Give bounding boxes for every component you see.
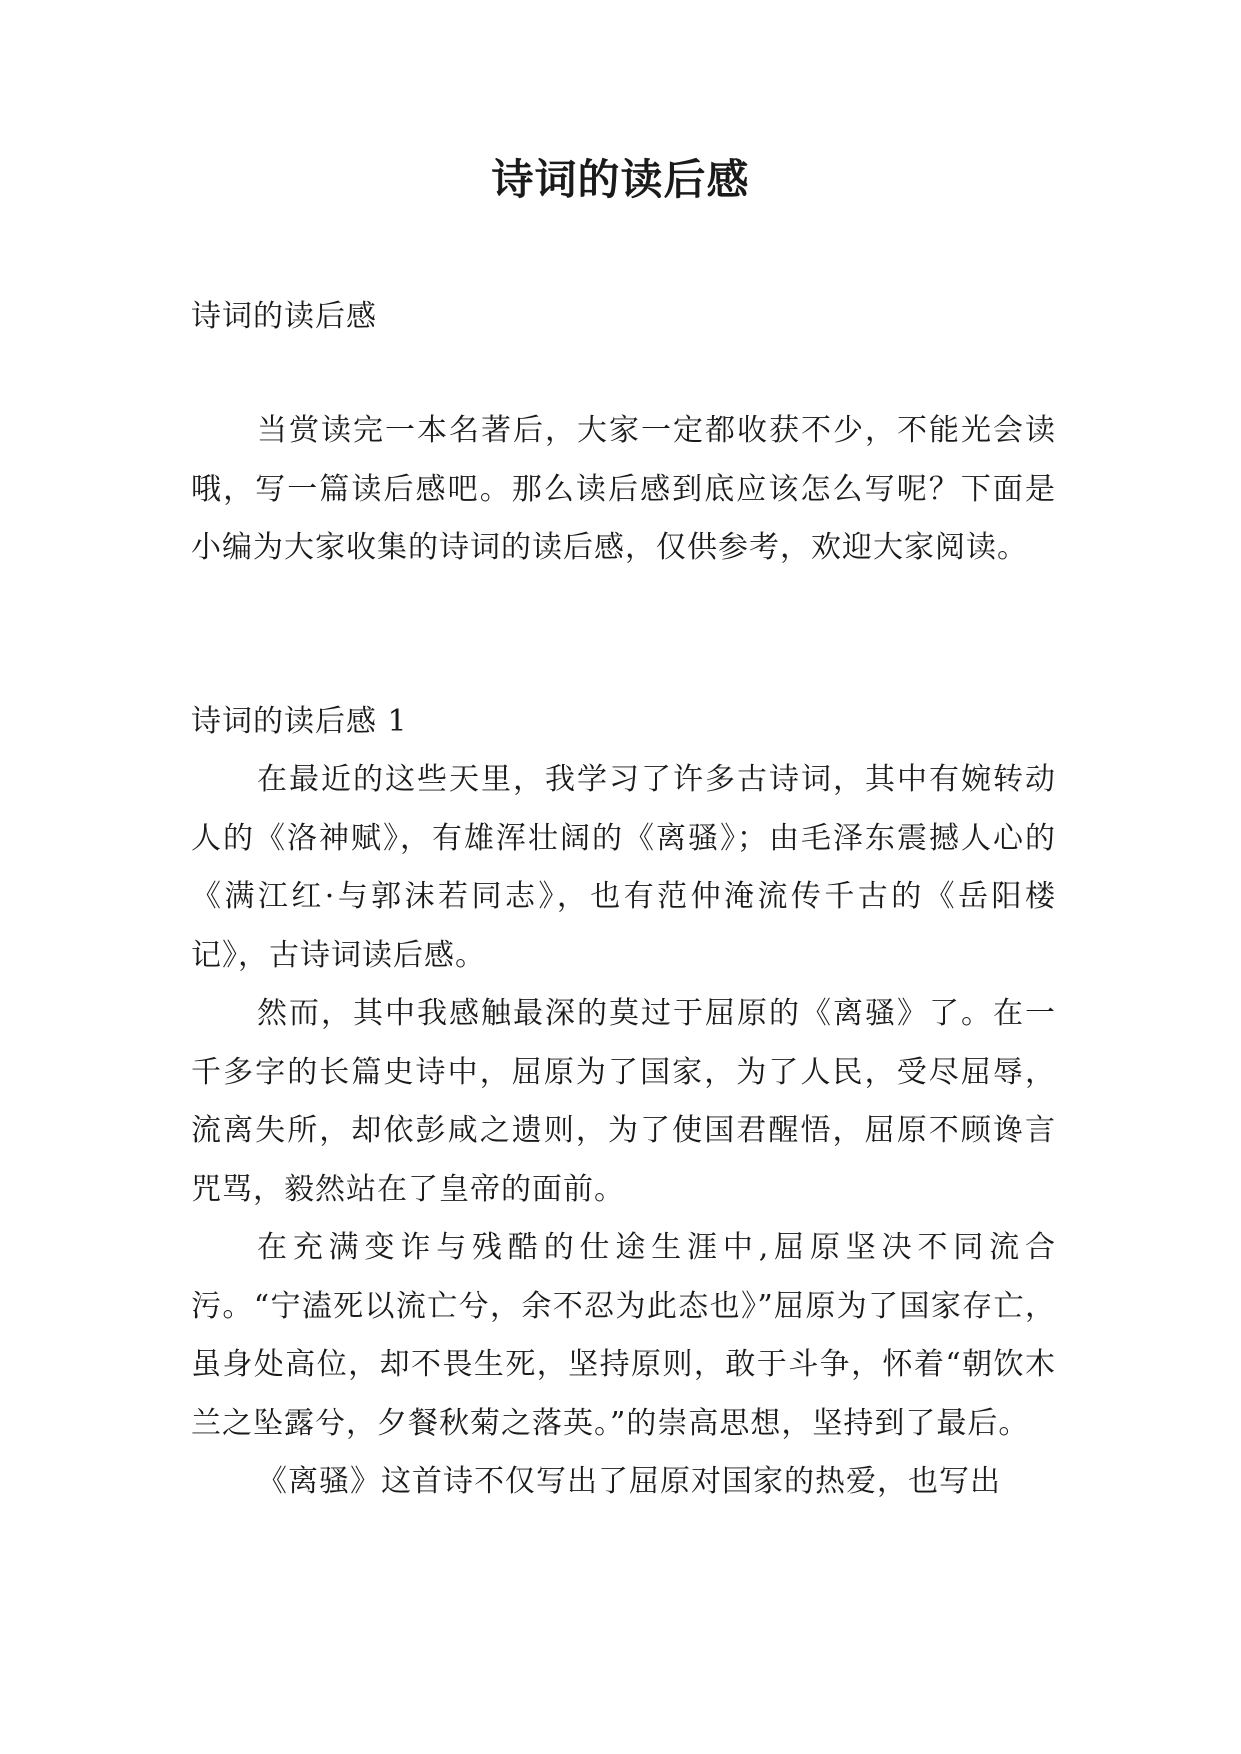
body-paragraph: 然而，其中我感触最深的莫过于屈原的《离骚》了。在一千多字的长篇史诗中，屈原为了国家，为了人民，受尽屈辱，流离失所，却依彭咸之遗则，为了使国君醒悟，屈原不顾谗言咒骂，毅然站在了皇帝的面前。 xyxy=(191,996,1056,1207)
document-subtitle: 诗词的读后感 xyxy=(191,299,377,334)
intro-paragraph: 当赏读完一本名著后，大家一定都收获不少，不能光会读哦，写一篇读后感吧。那么读后感到底应该怎么写呢？下面是小编为大家收集的诗词的读后感，仅供参考，欢迎大家阅读。 xyxy=(191,413,1056,565)
body-paragraph: 《离骚》这首诗不仅写出了屈原对国家的热爱，也写出 xyxy=(257,1464,1001,1499)
section-heading: 诗词的读后感 1 xyxy=(191,704,408,739)
section-body xyxy=(191,751,1056,1512)
body-paragraph: 在最近的这些天里，我学习了许多古诗词，其中有婉转动人的《洛神赋》，有雄浑壮阔的《离骚》；由毛泽东震撼人心的《满江红·与郭沫若同志》，也有范仲淹流传千古的《岳阳楼记》，古诗词读后感。 xyxy=(191,762,1056,973)
body-paragraph: 在充满变诈与残酷的仕途生涯中,屈原坚决不同流合污。“宁溘死以流亡兮，余不忍为此态也》”屈原为了国家存亡，虽身处高位，却不畏生死，坚持原则，敢于斗争，怀着“朝饮木兰之坠露兮，夕餐秋菊之落英。”的崇高思想，坚持到了最后。 xyxy=(191,1230,1056,1441)
document-title: 诗词的读后感 xyxy=(491,155,750,204)
